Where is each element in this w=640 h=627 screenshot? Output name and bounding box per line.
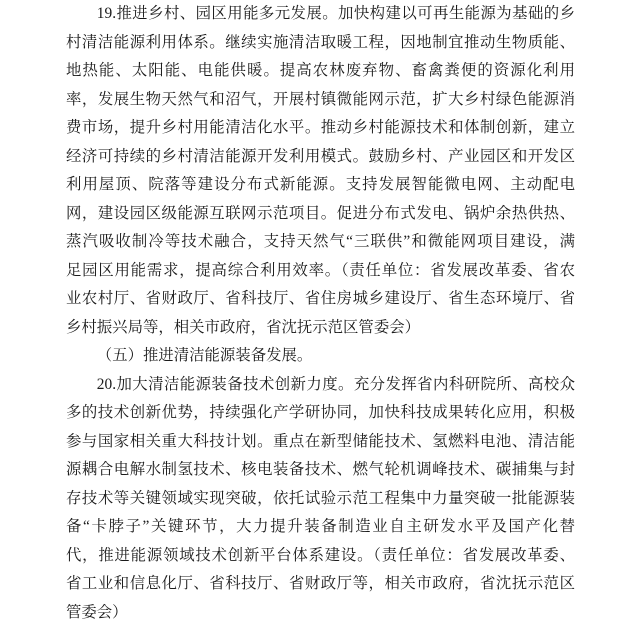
text-line: 率，发展生物天然气和沼气，开展村镇微能网示范，扩大乡村绿色能源消 [66,90,575,108]
text-line: 19.推进乡村、园区用能多元发展。加快构建以可再生能源为基础的乡 [96,5,575,22]
text-line: 费市场，提升乡村用能清洁化水平。推动乡村能源技术和体制创新，建立 [66,119,575,136]
text-line: 源耦合电解水制氢技术、核电装备技术、燃气轮机调峰技术、碳捕集与封 [66,461,575,478]
text-line: 多的技术创新优势，持续强化产学研协同，加快科技成果转化应用，积极 [66,404,575,421]
paragraph-item-19 [66,0,575,342]
text-line: 20.加大清洁能源装备技术创新力度。充分发挥省内科研院所、高校众 [96,375,575,393]
paragraph-section-heading-5 [66,342,575,371]
text-line: 网，建设园区级能源互联网示范项目。促进分布式发电、锅炉余热供热、 [66,204,575,222]
text-line: 存技术等关键领域实现突破，依托试验示范工程集中力量突破一批能源装 [66,489,575,507]
text-line: 村清洁能源利用体系。继续实施清洁取暖工程，因地制宜推动生物质能、 [66,33,575,51]
text-line: 乡村振兴局等，相关市政府，省沈抚示范区管委会） [66,318,420,336]
text-line: 利用屋顶、院落等建设分布式新能源。支持发展智能微电网、主动配电 [66,176,575,193]
text-line: （五）推进清洁能源装备发展。 [96,347,313,364]
text-line: 省工业和信息化厅、省科技厅、省财政厅等，相关市政府，省沈抚示范区 [66,575,575,592]
text-line: 蒸汽吸收制冷等技术融合，支持天然气“三联供”和微能网项目建设，满 [66,233,575,250]
paragraph-item-20 [66,371,575,627]
text-line: 业农村厅、省财政厅、省科技厅、省住房城乡建设厅、省生态环境厅、省 [66,290,575,307]
text-line: 管委会） [66,603,128,621]
text-line: 足园区用能需求，提高综合利用效率。（责任单位：省发展改革委、省农 [66,261,575,279]
text-line: 参与国家相关重大科技计划。重点在新型储能技术、氢燃料电池、清洁能 [66,432,575,450]
text-line: 地热能、太阳能、电能供暖。提高农林废弃物、畜禽粪便的资源化利用 [66,62,575,79]
text-line: 备“卡脖子”关键环节，大力提升装备制造业自主研发水平及国产化替 [66,518,575,535]
text-line: 代，推进能源领域技术创新平台体系建设。（责任单位：省发展改革委、 [66,546,575,564]
text-line: 经济可持续的乡村清洁能源开发利用模式。鼓励乡村、产业园区和开发区 [66,147,575,165]
